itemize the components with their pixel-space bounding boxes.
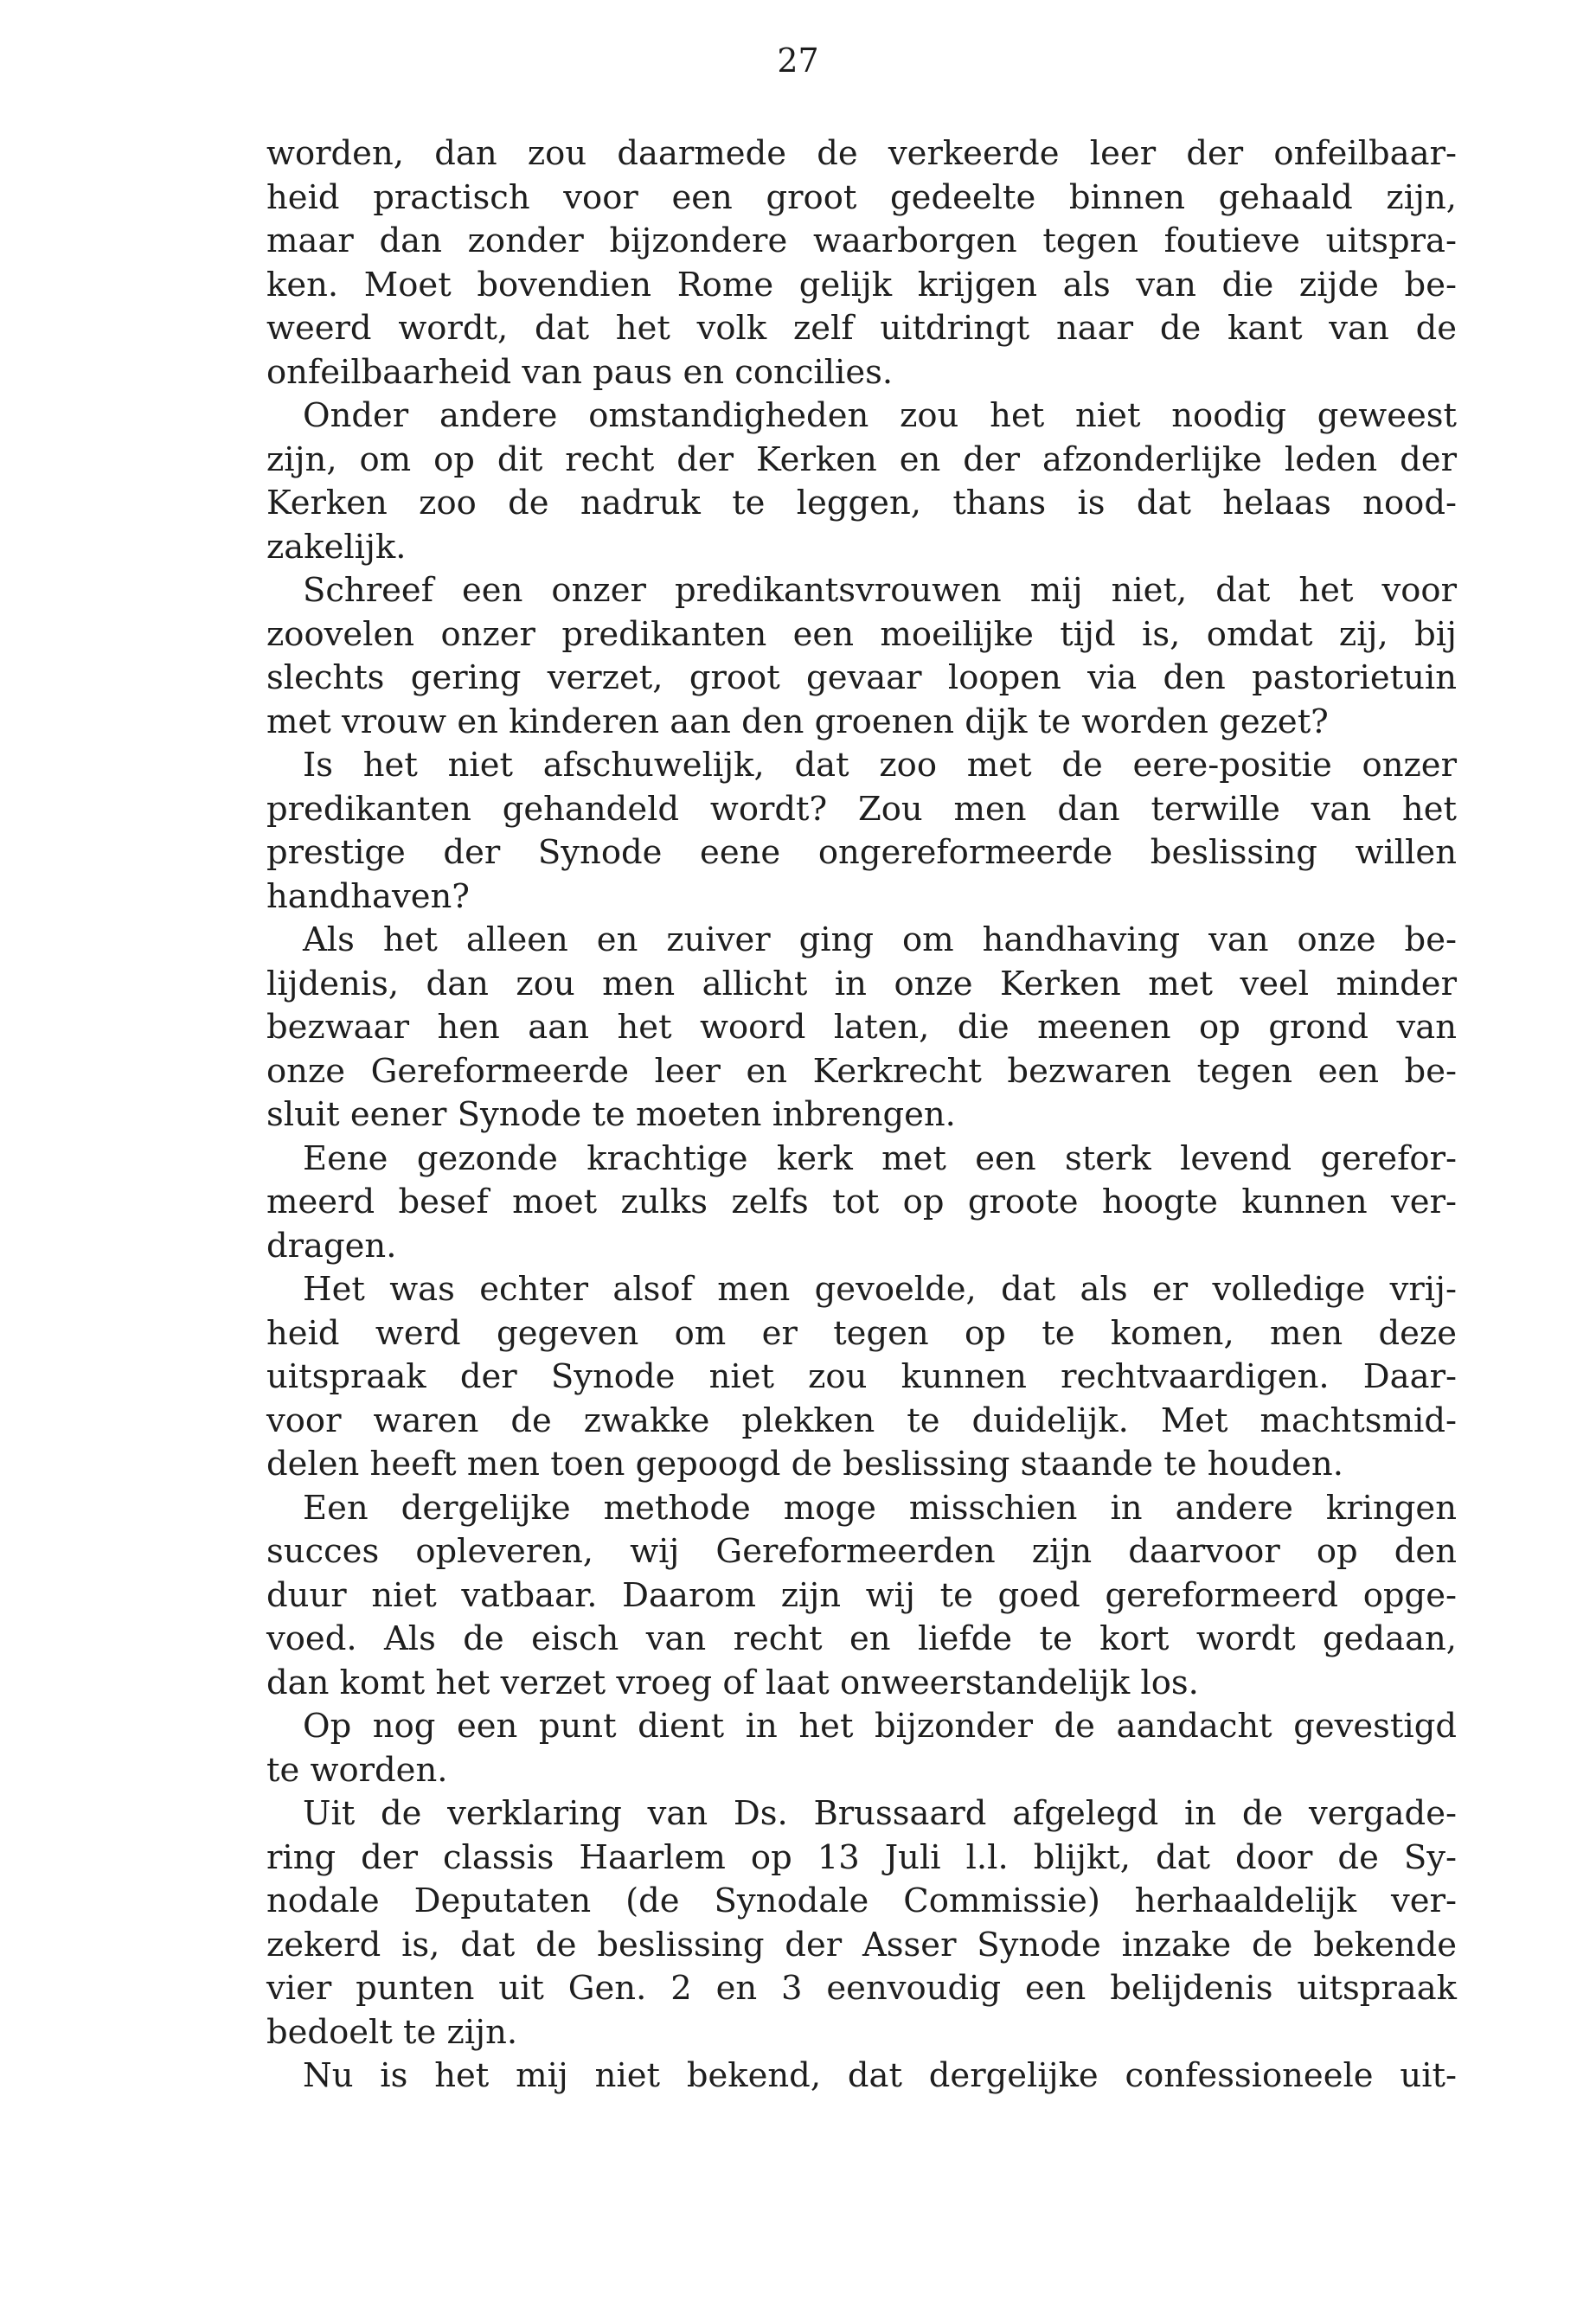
text-line: slechts gering verzet, groot gevaar loopen via den pastorietuin xyxy=(266,658,1457,697)
text-line: dragen. xyxy=(266,1226,397,1266)
text-line: te worden. xyxy=(266,1750,448,1790)
text-line: maar dan zonder bijzondere waarborgen tegen foutieve uitspra- xyxy=(266,221,1457,260)
text-line: Is het niet afschuwelijk, dat zoo met de eere-positie onzer xyxy=(303,746,1457,785)
paragraph xyxy=(266,2054,1457,2099)
paragraph xyxy=(266,1138,1457,1269)
text-line: Uit de verklaring van Ds. Brussaard afgelegd in de vergade- xyxy=(303,1794,1457,1833)
text-line: met vrouw en kinderen aan den groenen dijk te worden gezet? xyxy=(266,702,1329,741)
text-line: zekerd is, dat de beslissing der Asser Synode inzake de bekende xyxy=(266,1925,1457,1965)
text-line: Schreef een onzer predikantsvrouwen mij niet, dat het voor xyxy=(303,571,1457,610)
paragraph xyxy=(266,132,1457,394)
text-line: nodale Deputaten (de Synodale Commissie) herhaaldelijk ver- xyxy=(266,1881,1457,1920)
text-line: onze Gereformeerde leer en Kerkrecht bezwaren tegen een be- xyxy=(266,1051,1457,1091)
text-line: Het was echter alsof men gevoelde, dat als er volledige vrij- xyxy=(303,1270,1457,1309)
text-line: delen heeft men toen gepoogd de beslissing staande te houden. xyxy=(266,1445,1343,1484)
text-line: Nu is het mij niet bekend, dat dergelijke confessioneele uit- xyxy=(303,2056,1457,2095)
paragraph xyxy=(266,919,1457,1138)
text-line: bezwaar hen aan het woord laten, die meenen op grond van xyxy=(266,1008,1457,1047)
paragraph xyxy=(266,1268,1457,1487)
text-line: succes opleveren, wij Gereformeerden zijn daarvoor op den xyxy=(266,1532,1457,1571)
text-line: heid werd gegeven om er tegen op te komen, men deze xyxy=(266,1313,1457,1353)
paragraph xyxy=(266,744,1457,919)
text-line: Kerken zoo de nadruk te leggen, thans is dat helaas nood- xyxy=(266,484,1457,522)
text-line: bedoelt te zijn. xyxy=(266,2012,518,2052)
page-number: 27 xyxy=(777,42,819,80)
text-line: uitspraak der Synode niet zou kunnen rechtvaardigen. Daar- xyxy=(266,1357,1457,1396)
text-line: Een dergelijke methode moge misschien in andere kringen xyxy=(303,1488,1457,1528)
text-line: duur niet vatbaar. Daarom zijn wij te goed gereformeerd opge- xyxy=(266,1575,1457,1615)
text-line: worden, dan zou daarmede de verkeerde leer der onfeilbaar- xyxy=(266,134,1457,173)
text-line: handhaven? xyxy=(266,876,470,916)
text-line: Als het alleen en zuiver ging om handhaving van onze be- xyxy=(303,920,1457,959)
text-line: zijn, om op dit recht der Kerken en der afzonderlijke leden der xyxy=(266,439,1457,479)
paragraph xyxy=(266,394,1457,569)
text-line: Eene gezonde krachtige kerk met een sterk levend gerefor- xyxy=(303,1138,1457,1178)
paragraph xyxy=(266,1487,1457,1706)
text-line: Op nog een punt dient in het bijzonder de aandacht gevestigd xyxy=(303,1707,1457,1746)
text-line: sluit eener Synode te moeten inbrengen. xyxy=(266,1095,956,1134)
text-line: Onder andere omstandigheden zou het niet noodig geweest xyxy=(303,396,1457,435)
paragraph xyxy=(266,569,1457,744)
text-line: heid practisch voor een groot gedeelte binnen gehaald zijn, xyxy=(266,177,1457,217)
text-line: ring der classis Haarlem op 13 Juli l.l. blijkt, dat door de Sy- xyxy=(266,1837,1457,1877)
text-line: vier punten uit Gen. 2 en 3 eenvoudig een belijdenis uitspraak xyxy=(266,1969,1457,2008)
text-line: ken. Moet bovendien Rome gelijk krijgen als van die zijde be- xyxy=(266,265,1457,304)
body-text xyxy=(266,132,1457,2099)
text-line: dan komt het verzet vroeg of laat onweerstandelijk los. xyxy=(266,1663,1199,1702)
text-line: prestige der Synode eene ongereformeerde beslissing willen xyxy=(266,833,1457,872)
text-line: lijdenis, dan zou men allicht in onze Kerken met veel minder xyxy=(266,964,1457,1003)
paragraph xyxy=(266,1705,1457,1792)
text-line: onfeilbaarheid van paus en concilies. xyxy=(266,352,894,392)
text-line: zoovelen onzer predikanten een moeilijke tijd is, omdat zij, bij xyxy=(266,614,1457,654)
paragraph xyxy=(266,1792,1457,2054)
text-line: predikanten gehandeld wordt? Zou men dan terwille van het xyxy=(266,789,1457,829)
text-line: voor waren de zwakke plekken te duidelijk. Met machtsmid- xyxy=(266,1400,1457,1440)
text-line: zakelijk. xyxy=(266,527,407,567)
text-line: voed. Als de eisch van recht en liefde te kort wordt gedaan, xyxy=(266,1619,1457,1658)
text-line: meerd besef moet zulks zelfs tot op groote hoogte kunnen ver- xyxy=(266,1183,1457,1221)
text-line: weerd wordt, dat het volk zelf uitdringt naar de kant van de xyxy=(266,309,1457,348)
